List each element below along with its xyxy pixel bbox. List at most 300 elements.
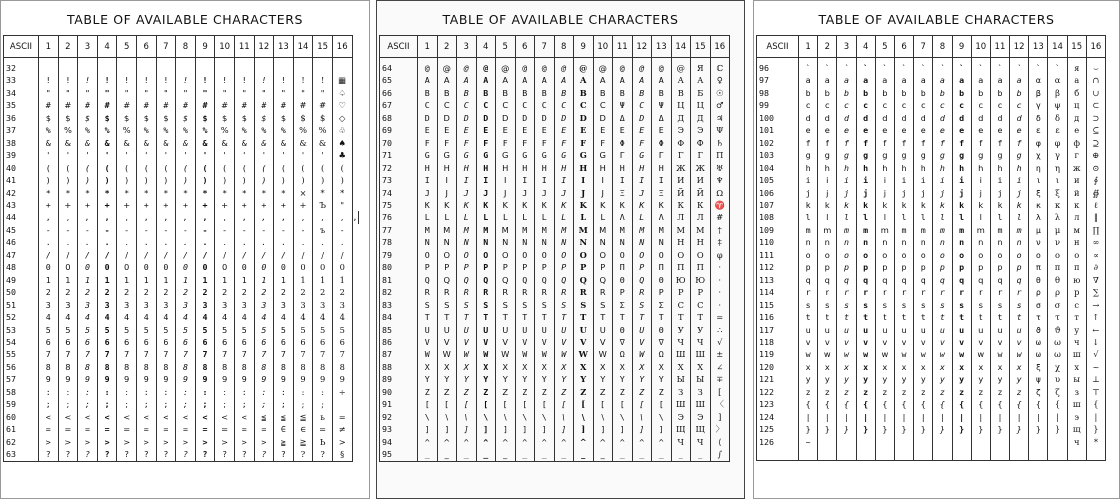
glyph-cell: . bbox=[58, 236, 78, 248]
glyph-cell: / bbox=[117, 249, 137, 261]
glyph-cell: Ω bbox=[710, 187, 730, 199]
glyph-cell: } bbox=[971, 423, 990, 435]
table-row bbox=[757, 124, 1106, 136]
glyph-cell: o bbox=[990, 249, 1009, 261]
glyph-cell: ^ bbox=[632, 436, 652, 448]
glyph-cell: e bbox=[990, 124, 1009, 136]
glyph-cell: К bbox=[671, 199, 691, 211]
ascii-code: 35 bbox=[4, 99, 39, 111]
glyph-cell: # bbox=[97, 99, 117, 111]
glyph-cell: $ bbox=[156, 112, 176, 124]
glyph-cell: Y bbox=[457, 373, 477, 385]
glyph-cell: ! bbox=[254, 74, 274, 86]
glyph-cell: w bbox=[971, 348, 990, 360]
char-table bbox=[379, 35, 730, 462]
font-column-header: 14 bbox=[293, 36, 313, 58]
glyph-cell: = bbox=[58, 423, 78, 435]
glyph-cell: s bbox=[990, 299, 1009, 311]
glyph-cell: ) bbox=[313, 174, 333, 186]
glyph-cell: 〈 bbox=[710, 398, 730, 410]
glyph-cell: < bbox=[78, 411, 98, 423]
table-row bbox=[4, 286, 359, 298]
glyph-cell: , bbox=[332, 211, 352, 223]
glyph-cell: K bbox=[632, 199, 652, 211]
glyph-cell: Φ bbox=[652, 137, 672, 149]
glyph-cell: * bbox=[313, 187, 333, 199]
glyph-cell: 9 bbox=[293, 373, 313, 385]
glyph-cell: , bbox=[352, 212, 358, 223]
table-row bbox=[4, 386, 359, 398]
glyph-cell: C bbox=[632, 99, 652, 111]
glyph-cell: ) bbox=[215, 174, 235, 186]
glyph-cell: u bbox=[818, 324, 837, 336]
table-row bbox=[757, 149, 1106, 161]
glyph-cell: & bbox=[97, 137, 117, 149]
glyph-cell: γ bbox=[1048, 149, 1067, 161]
glyph-cell: U bbox=[457, 324, 477, 336]
glyph-cell: { bbox=[1010, 398, 1029, 410]
glyph-cell: g bbox=[818, 149, 837, 161]
glyph-cell: p bbox=[933, 261, 952, 273]
glyph-cell: l bbox=[952, 211, 971, 223]
table-row bbox=[380, 187, 730, 199]
glyph-cell: F bbox=[437, 137, 457, 149]
glyph-cell: 2 bbox=[97, 286, 117, 298]
glyph-cell: a bbox=[856, 74, 875, 86]
glyph-cell: B bbox=[554, 87, 574, 99]
glyph-cell: F bbox=[476, 137, 496, 149]
glyph-cell: 5 bbox=[176, 324, 196, 336]
glyph-cell: # bbox=[234, 99, 254, 111]
glyph-cell: u bbox=[799, 324, 818, 336]
glyph-cell: Z bbox=[554, 386, 574, 398]
glyph-cell: r bbox=[933, 286, 952, 298]
glyph-cell: T bbox=[535, 311, 555, 323]
glyph-cell: ` bbox=[971, 58, 990, 75]
glyph-cell: S bbox=[457, 299, 477, 311]
glyph-cell: } bbox=[799, 423, 818, 435]
glyph-cell: _ bbox=[574, 448, 594, 461]
glyph-cell: 8 bbox=[39, 361, 59, 373]
glyph-cell: " bbox=[176, 87, 196, 99]
glyph-cell: - bbox=[58, 224, 78, 236]
glyph-cell: ` bbox=[818, 58, 837, 75]
glyph-cell: Y bbox=[418, 373, 438, 385]
glyph-cell: Π bbox=[613, 261, 633, 273]
glyph-cell: ' bbox=[97, 149, 117, 161]
glyph-cell: p bbox=[971, 261, 990, 273]
glyph-cell: 1 bbox=[58, 274, 78, 286]
glyph-cell: с bbox=[1067, 299, 1086, 311]
glyph-cell: 8 bbox=[234, 361, 254, 373]
glyph-cell: ^ bbox=[437, 436, 457, 448]
glyph-cell: , bbox=[78, 211, 98, 223]
glyph-cell: v bbox=[933, 336, 952, 348]
glyph-cell: O bbox=[554, 249, 574, 261]
glyph-cell: 5 bbox=[58, 324, 78, 336]
ascii-code: 84 bbox=[380, 311, 418, 323]
glyph-cell: ? bbox=[195, 448, 215, 461]
glyph-cell: H bbox=[554, 162, 574, 174]
glyph-cell bbox=[818, 436, 837, 448]
glyph-cell: + bbox=[136, 199, 156, 211]
glyph-cell: ? bbox=[274, 448, 294, 461]
glyph-cell: / bbox=[78, 249, 98, 261]
glyph-cell: + bbox=[195, 199, 215, 211]
glyph-cell: q bbox=[914, 274, 933, 286]
glyph-cell: | bbox=[952, 411, 971, 423]
glyph-cell: t bbox=[952, 311, 971, 323]
ascii-code: 95 bbox=[380, 448, 418, 461]
glyph-cell bbox=[952, 448, 971, 461]
glyph-cell: p bbox=[856, 261, 875, 273]
glyph-cell: n bbox=[933, 236, 952, 248]
glyph-cell: Δ bbox=[613, 112, 633, 124]
glyph-cell: * bbox=[1086, 436, 1105, 448]
table-row bbox=[757, 174, 1106, 186]
glyph-cell: d bbox=[856, 112, 875, 124]
glyph-cell: D bbox=[437, 112, 457, 124]
glyph-cell: 5 bbox=[274, 324, 294, 336]
table-row bbox=[757, 386, 1106, 398]
ascii-code: 93 bbox=[380, 423, 418, 435]
table-row bbox=[4, 211, 359, 223]
glyph-cell: 2 bbox=[274, 286, 294, 298]
glyph-cell: = bbox=[97, 423, 117, 435]
glyph-cell: / bbox=[39, 249, 59, 261]
glyph-cell: n bbox=[856, 236, 875, 248]
glyph-cell: Σ bbox=[652, 299, 672, 311]
glyph-cell: _ bbox=[535, 448, 555, 461]
glyph-cell: s bbox=[875, 299, 894, 311]
glyph-cell: ` bbox=[914, 58, 933, 75]
font-column-header: 5 bbox=[496, 36, 516, 58]
ascii-code: 117 bbox=[757, 324, 799, 336]
glyph-cell: : bbox=[97, 386, 117, 398]
glyph-cell: q bbox=[971, 274, 990, 286]
glyph-cell: > bbox=[195, 436, 215, 448]
glyph-cell: ! bbox=[195, 74, 215, 86]
glyph-cell: # bbox=[195, 99, 215, 111]
glyph-cell: : bbox=[136, 386, 156, 398]
glyph-cell: 6 bbox=[332, 336, 352, 348]
glyph-cell: Y bbox=[535, 373, 555, 385]
glyph-cell: / bbox=[136, 249, 156, 261]
glyph-cell: B bbox=[418, 87, 438, 99]
glyph-cell: Σ bbox=[613, 299, 633, 311]
table-row bbox=[380, 411, 730, 423]
glyph-cell: ( bbox=[176, 162, 196, 174]
glyph-cell: A bbox=[593, 74, 613, 86]
glyph-cell: Θ bbox=[613, 274, 633, 286]
glyph-cell: V bbox=[593, 336, 613, 348]
glyph-cell: M bbox=[632, 224, 652, 236]
glyph-cell: Η bbox=[613, 162, 633, 174]
glyph-cell: c bbox=[933, 99, 952, 111]
glyph-cell: ] bbox=[632, 423, 652, 435]
glyph-cell: n bbox=[990, 236, 1009, 248]
glyph-cell bbox=[971, 448, 990, 461]
glyph-cell: G bbox=[593, 149, 613, 161]
glyph-cell: ' bbox=[58, 149, 78, 161]
glyph-cell: . bbox=[156, 236, 176, 248]
glyph-cell: [ bbox=[574, 398, 594, 410]
ascii-code: 59 bbox=[4, 398, 39, 410]
glyph-cell: O bbox=[418, 249, 438, 261]
glyph-cell: χ bbox=[1048, 361, 1067, 373]
glyph-cell: g bbox=[990, 149, 1009, 161]
glyph-cell: G bbox=[515, 149, 535, 161]
table-row bbox=[757, 58, 1106, 75]
glyph-cell: l bbox=[875, 211, 894, 223]
glyph-cell: 0 bbox=[234, 261, 254, 273]
glyph-cell: , bbox=[195, 211, 215, 223]
glyph-cell: ⊤ bbox=[1086, 386, 1105, 398]
glyph-cell: 7 bbox=[117, 348, 137, 360]
glyph-cell: x bbox=[856, 361, 875, 373]
glyph-cell: l bbox=[856, 211, 875, 223]
glyph-cell: м bbox=[1067, 224, 1086, 236]
glyph-cell: " bbox=[39, 87, 59, 99]
glyph-cell: x bbox=[1010, 361, 1029, 373]
glyph-cell: x bbox=[799, 361, 818, 373]
glyph-cell: 9 bbox=[136, 373, 156, 385]
glyph-cell: Κ bbox=[652, 199, 672, 211]
glyph-cell: * bbox=[234, 187, 254, 199]
glyph-cell: v bbox=[799, 336, 818, 348]
glyph-cell: / bbox=[97, 249, 117, 261]
glyph-cell: T bbox=[632, 311, 652, 323]
table-row bbox=[380, 199, 730, 211]
glyph-cell: _ bbox=[652, 448, 672, 461]
glyph-cell: n bbox=[818, 236, 837, 248]
glyph-cell: η bbox=[1029, 162, 1048, 174]
table-row bbox=[4, 124, 359, 136]
ascii-code: 78 bbox=[380, 236, 418, 248]
glyph-cell: } bbox=[952, 423, 971, 435]
glyph-cell: ^ bbox=[593, 436, 613, 448]
glyph-cell: ‡ bbox=[710, 236, 730, 248]
glyph-cell: ф bbox=[1067, 137, 1086, 149]
glyph-cell: m bbox=[952, 224, 971, 236]
glyph-cell: % bbox=[78, 124, 98, 136]
glyph-cell: ~ bbox=[1086, 361, 1105, 373]
glyph-cell: ы bbox=[1067, 373, 1086, 385]
glyph-cell: d bbox=[875, 112, 894, 124]
ascii-code: 87 bbox=[380, 348, 418, 360]
glyph-cell: U bbox=[535, 324, 555, 336]
glyph-cell: b bbox=[1010, 87, 1029, 99]
glyph-cell: ( bbox=[39, 162, 59, 174]
glyph-cell: Z bbox=[515, 386, 535, 398]
glyph-cell bbox=[97, 58, 117, 75]
glyph-cell: ⊇ bbox=[1086, 137, 1105, 149]
table-row bbox=[380, 112, 730, 124]
table-row bbox=[4, 224, 359, 236]
glyph-cell: B bbox=[671, 87, 691, 99]
glyph-cell: l bbox=[818, 211, 837, 223]
glyph-cell: / bbox=[274, 249, 294, 261]
glyph-cell: ; bbox=[293, 398, 313, 410]
ascii-code: 62 bbox=[4, 436, 39, 448]
glyph-cell: β bbox=[1029, 87, 1048, 99]
glyph-cell: w bbox=[837, 348, 856, 360]
glyph-cell: + bbox=[274, 199, 294, 211]
glyph-cell: V bbox=[437, 336, 457, 348]
glyph-cell: n bbox=[894, 236, 913, 248]
glyph-cell: Ο bbox=[652, 249, 672, 261]
glyph-cell: Ι bbox=[613, 174, 633, 186]
glyph-cell: [ bbox=[554, 398, 574, 410]
font-column-header: 8 bbox=[176, 36, 196, 58]
glyph-cell: ъ bbox=[313, 224, 333, 236]
glyph-cell bbox=[933, 448, 952, 461]
glyph-cell: У bbox=[691, 324, 711, 336]
glyph-cell: ч bbox=[1067, 336, 1086, 348]
glyph-cell: r bbox=[894, 286, 913, 298]
glyph-cell: L bbox=[574, 211, 594, 223]
glyph-cell: Ц bbox=[671, 99, 691, 111]
glyph-cell: е bbox=[1067, 124, 1086, 136]
glyph-cell: 6 bbox=[156, 336, 176, 348]
glyph-cell: j bbox=[971, 187, 990, 199]
glyph-cell: 6 bbox=[78, 336, 98, 348]
glyph-cell: ! bbox=[313, 74, 333, 86]
glyph-cell: x bbox=[933, 361, 952, 373]
panel-title: TABLE OF AVAILABLE CHARACTERS bbox=[818, 12, 1055, 27]
glyph-cell: ο bbox=[1029, 249, 1048, 261]
glyph-cell: ? bbox=[234, 448, 254, 461]
glyph-cell: H bbox=[535, 162, 555, 174]
glyph-cell: И bbox=[691, 174, 711, 186]
glyph-cell: ‖ bbox=[1086, 211, 1105, 223]
glyph-cell: : bbox=[274, 386, 294, 398]
glyph-cell: Ξ bbox=[652, 187, 672, 199]
glyph-cell: \ bbox=[593, 411, 613, 423]
ascii-code: 82 bbox=[380, 286, 418, 298]
ascii-code: 68 bbox=[380, 112, 418, 124]
panel-title: TABLE OF AVAILABLE CHARACTERS bbox=[442, 12, 679, 27]
glyph-cell bbox=[1086, 448, 1105, 461]
glyph-cell: S bbox=[515, 299, 535, 311]
glyph-cell: 6 bbox=[176, 336, 196, 348]
glyph-cell: 7 bbox=[156, 348, 176, 360]
glyph-cell: m bbox=[914, 224, 933, 236]
glyph-cell: 9 bbox=[117, 373, 137, 385]
glyph-cell: Ч bbox=[671, 436, 691, 448]
glyph-cell: ⟨ bbox=[710, 436, 730, 448]
glyph-cell: Ь bbox=[313, 436, 333, 448]
table-row bbox=[757, 137, 1106, 149]
glyph-cell: t bbox=[894, 311, 913, 323]
glyph-cell: % bbox=[58, 124, 78, 136]
glyph-cell: y bbox=[837, 373, 856, 385]
glyph-cell: 8 bbox=[313, 361, 333, 373]
glyph-cell: - bbox=[274, 224, 294, 236]
glyph-cell: 8 bbox=[117, 361, 137, 373]
glyph-cell: & bbox=[274, 137, 294, 149]
glyph-cell: ♡ bbox=[332, 99, 352, 111]
glyph-cell: T bbox=[457, 311, 477, 323]
glyph-cell: 8 bbox=[332, 361, 352, 373]
table-row bbox=[380, 174, 730, 186]
glyph-cell: ◇ bbox=[332, 112, 352, 124]
glyph-cell: h bbox=[894, 162, 913, 174]
glyph-cell: p bbox=[952, 261, 971, 273]
glyph-cell: G bbox=[437, 149, 457, 161]
ascii-code: 118 bbox=[757, 336, 799, 348]
glyph-cell: 5 bbox=[234, 324, 254, 336]
glyph-cell: D bbox=[632, 112, 652, 124]
glyph-cell: ( bbox=[97, 162, 117, 174]
glyph-cell: 6 bbox=[313, 336, 333, 348]
glyph-cell: 9 bbox=[78, 373, 98, 385]
ascii-code: 41 bbox=[4, 174, 39, 186]
glyph-cell: t bbox=[914, 311, 933, 323]
glyph-cell: Π bbox=[652, 261, 672, 273]
glyph-cell: f bbox=[894, 137, 913, 149]
glyph-cell: P bbox=[554, 261, 574, 273]
glyph-cell: , bbox=[39, 211, 59, 223]
glyph-cell: Γ bbox=[613, 149, 633, 161]
ascii-code: 79 bbox=[380, 249, 418, 261]
glyph-cell: I bbox=[437, 174, 457, 186]
glyph-cell: = bbox=[176, 423, 196, 435]
glyph-cell: t bbox=[818, 311, 837, 323]
glyph-cell: O bbox=[535, 249, 555, 261]
glyph-cell: K bbox=[457, 199, 477, 211]
glyph-cell: d bbox=[990, 112, 1009, 124]
glyph-cell: 9 bbox=[39, 373, 59, 385]
glyph-cell: 5 bbox=[313, 324, 333, 336]
glyph-cell: Ρ bbox=[652, 286, 672, 298]
glyph-cell: h bbox=[818, 162, 837, 174]
glyph-cell: u bbox=[971, 324, 990, 336]
glyph-cell: . bbox=[332, 236, 352, 248]
glyph-cell: < bbox=[176, 411, 196, 423]
glyph-cell: 7 bbox=[176, 348, 196, 360]
glyph-cell: } bbox=[894, 423, 913, 435]
glyph-cell: 3 bbox=[136, 299, 156, 311]
glyph-cell: a bbox=[818, 74, 837, 86]
glyph-cell: S bbox=[593, 299, 613, 311]
ascii-code: 44 bbox=[4, 211, 39, 223]
glyph-cell: g bbox=[914, 149, 933, 161]
glyph-cell: v bbox=[990, 336, 1009, 348]
glyph-cell: \ bbox=[418, 411, 438, 423]
glyph-cell: i bbox=[971, 174, 990, 186]
glyph-cell: W bbox=[496, 348, 516, 360]
glyph-cell: } bbox=[1010, 423, 1029, 435]
glyph-cell: v bbox=[1010, 336, 1029, 348]
glyph-cell: κ bbox=[1048, 199, 1067, 211]
font-column-header: 9 bbox=[952, 36, 971, 58]
glyph-cell: ' bbox=[254, 149, 274, 161]
glyph-cell: * bbox=[332, 187, 352, 199]
ascii-code: 90 bbox=[380, 386, 418, 398]
glyph-cell: g bbox=[971, 149, 990, 161]
glyph-cell: 0 bbox=[39, 261, 59, 273]
glyph-cell: ∴ bbox=[710, 324, 730, 336]
glyph-cell: c bbox=[799, 99, 818, 111]
glyph-cell: X bbox=[437, 361, 457, 373]
glyph-cell: 2 bbox=[156, 286, 176, 298]
glyph-cell: w bbox=[894, 348, 913, 360]
glyph-cell: ν bbox=[1048, 236, 1067, 248]
glyph-cell: 5 bbox=[39, 324, 59, 336]
glyph-cell: Q bbox=[457, 274, 477, 286]
glyph-cell: ( bbox=[215, 162, 235, 174]
